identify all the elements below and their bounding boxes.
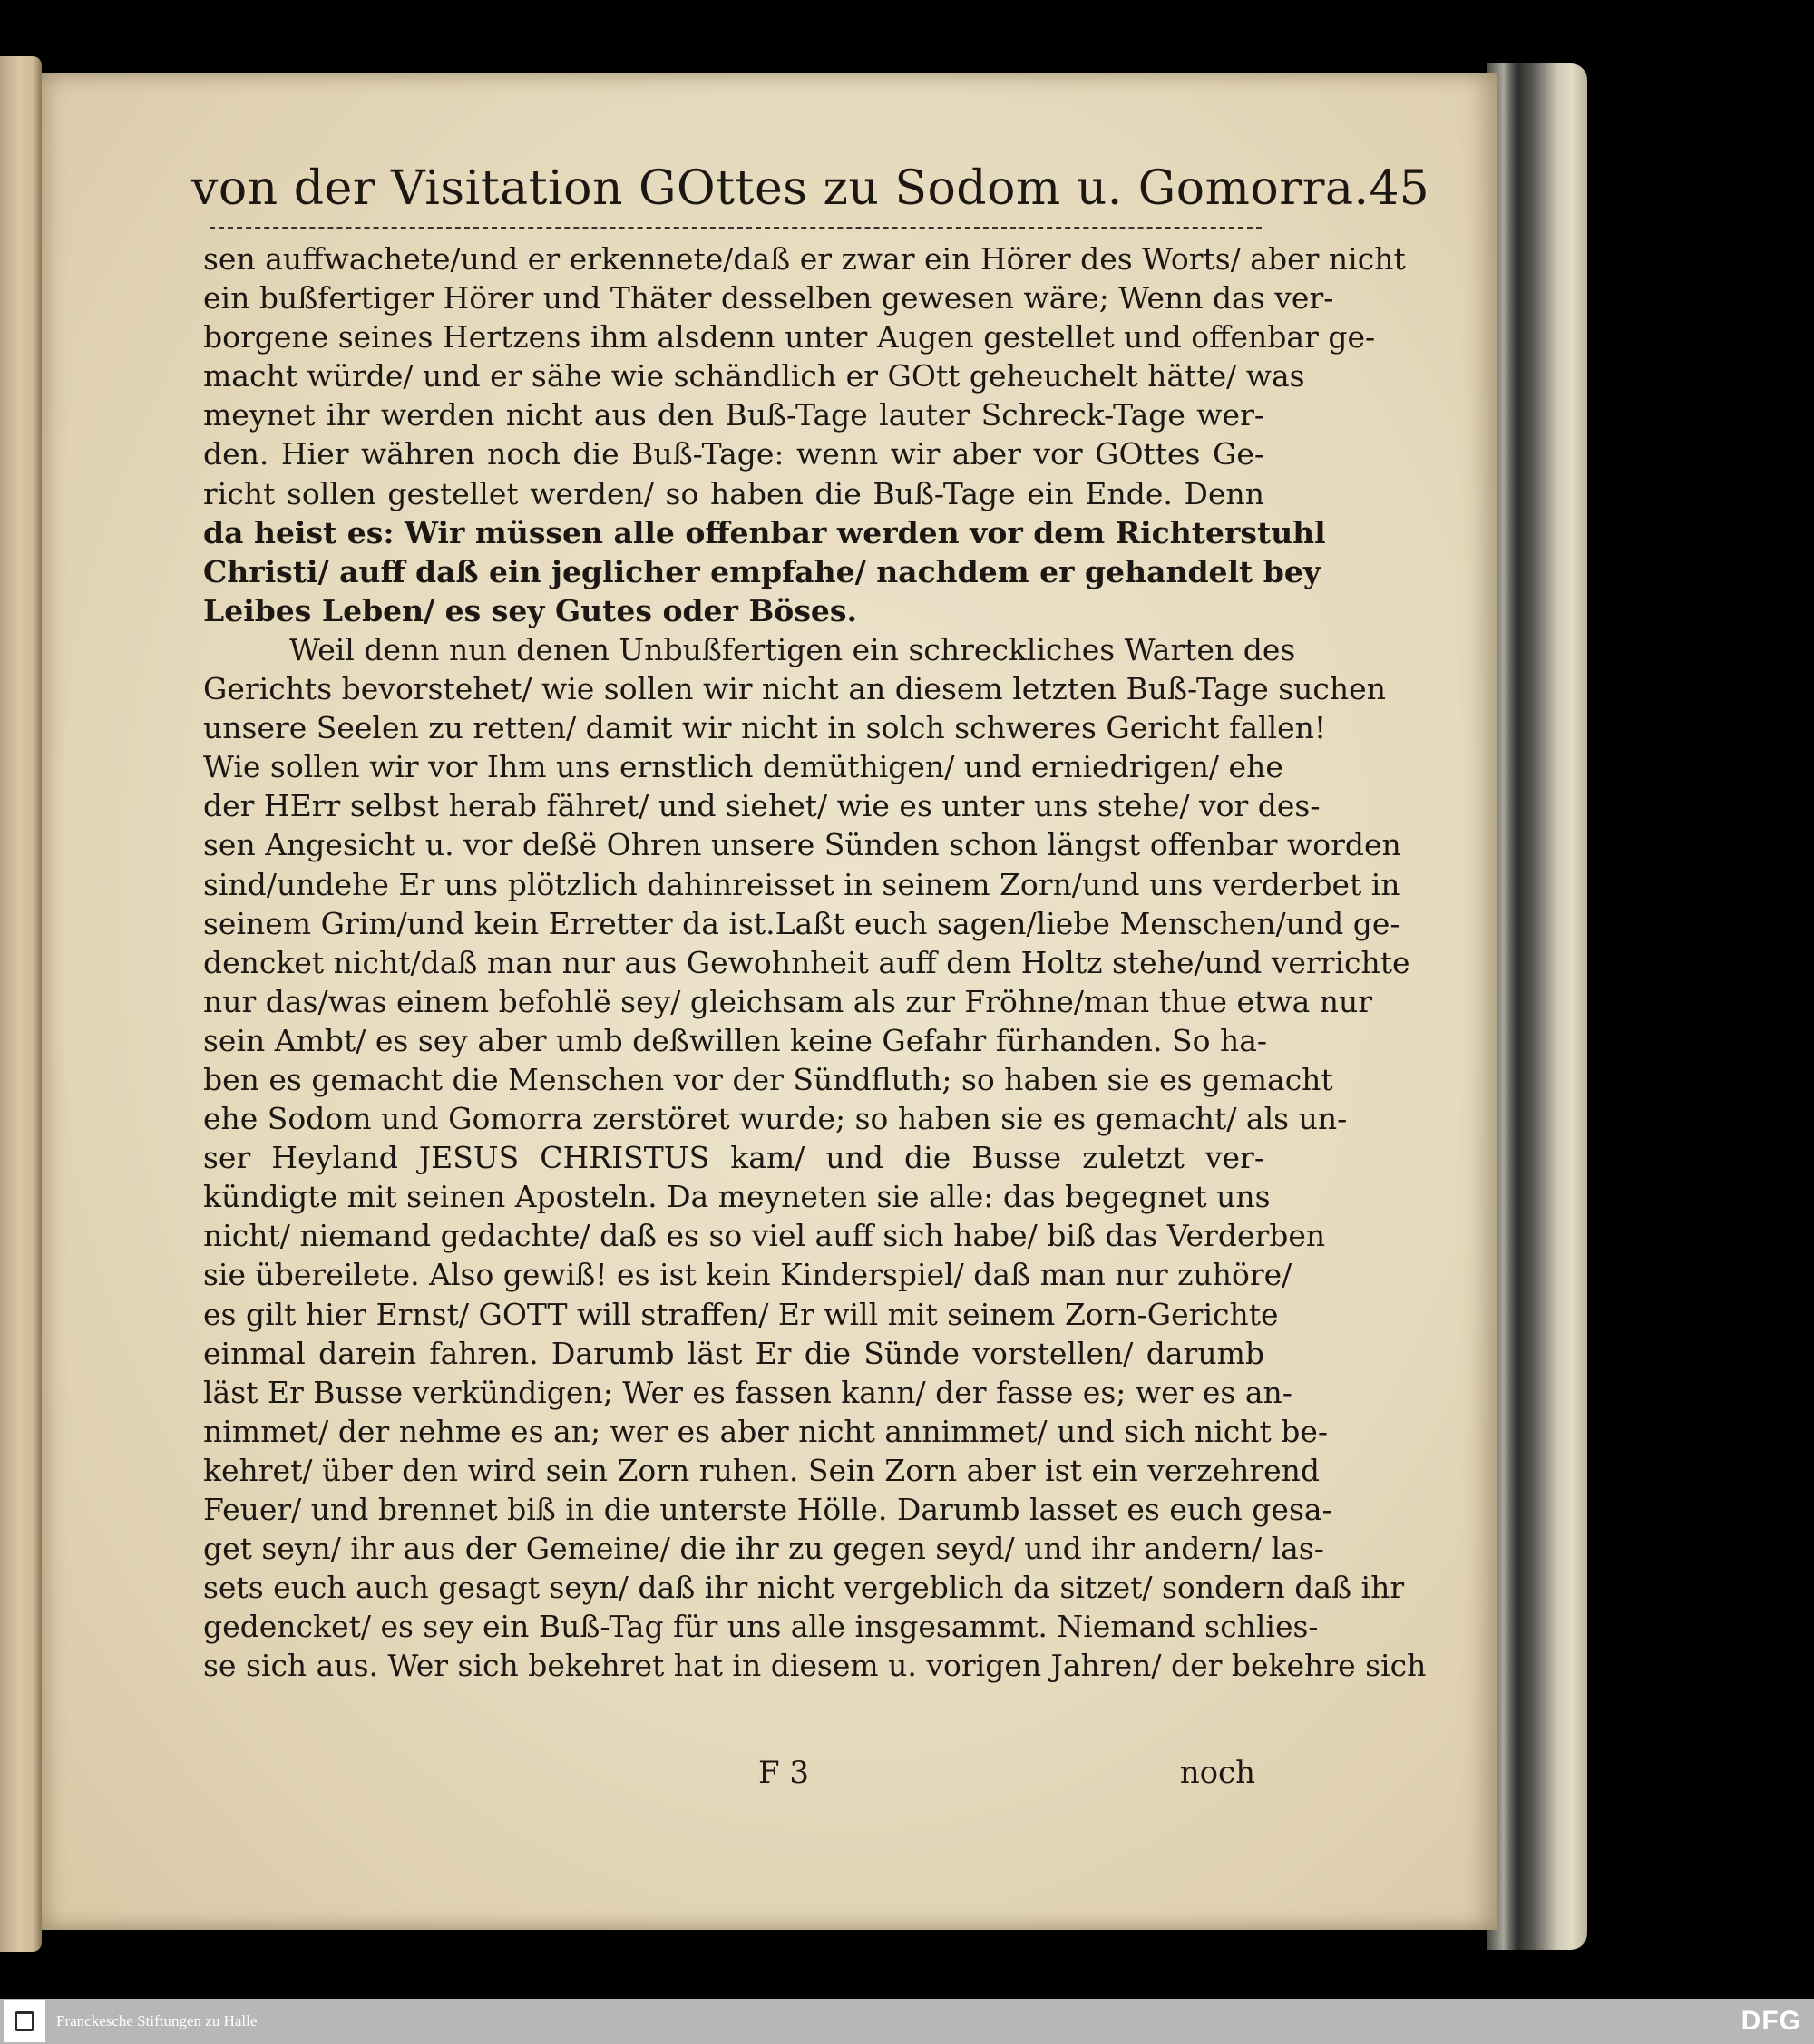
provider-logo-icon[interactable] (4, 2000, 45, 2042)
provider-name-link[interactable]: Franckesche Stiftungen zu Halle (56, 2012, 258, 2029)
text-line: nimmet/ der nehme es an; wer es aber nicht annimmet/ und sich nicht be- (203, 1413, 1329, 1449)
provider-logo-mark (15, 2011, 34, 2031)
text-line: es gilt hier Ernst/ GOTT will straffen/ Er will mit seinem Zorn-Gerichte (203, 1296, 1279, 1332)
text-line: se sich aus. Wer sich bekehret hat in diesem u. vorigen Jahren/ der bekehre sich (203, 1648, 1427, 1684)
text-line: richt sollen gestellet werden/ so haben die Buß-Tage ein Ende. Denn (203, 475, 1264, 511)
text-line: sen auffwachete/und er erkennete/daß er zwar ein Hörer des Worts/ aber nicht (203, 241, 1406, 277)
page-stack-edge (1487, 63, 1587, 1950)
book-page (42, 73, 1497, 1930)
running-head (191, 161, 1429, 225)
text-line: läst Er Busse verkündigen; Wer es fassen kann/ der fasse es; wer es an- (203, 1374, 1292, 1410)
text-line: nicht/ niemand gedachte/ daß es so viel auff sich habe/ biß das Verderben (203, 1218, 1326, 1254)
text-line: den. Hier währen noch die Buß-Tage: wenn wir aber vor GOttes Ge- (203, 436, 1264, 472)
page-footer (203, 1755, 1264, 1795)
text-line: unsere Seelen zu retten/ damit wir nicht in solch schweres Gericht fallen! (203, 710, 1327, 746)
text-line: meynet ihr werden nicht aus den Buß-Tage lauter Schreck-Tage wer- (203, 397, 1264, 433)
body-text (203, 239, 1427, 1685)
text-line: kehret/ über den wird sein Zorn ruhen. Sein Zorn aber ist ein verzehrend (203, 1452, 1321, 1488)
head-rule (210, 227, 1262, 229)
text-line: sein Ambt/ es sey aber umb deßwillen keine Gefahr fürhanden. So ha- (203, 1022, 1268, 1058)
text-line: Gerichts bevorstehet/ wie sollen wir nicht an diesem letzten Buß-Tage suchen (203, 671, 1386, 707)
page-number: 45 (1369, 161, 1429, 216)
text-line: get seyn/ ihr aus der Gemeine/ die ihr zu gegen seyd/ und ihr andern/ las- (203, 1531, 1324, 1567)
text-line: ein bußfertiger Hörer und Thäter desselben gewesen wäre; Wenn das ver- (203, 280, 1334, 316)
text-line: sind/undehe Er uns plötzlich dahinreisset in seinem Zorn/und uns verderbet in (203, 866, 1400, 902)
text-line: Wie sollen wir vor Ihm uns ernstlich demüthigen/ und erniedrigen/ ehe (203, 749, 1283, 785)
text-line: Feuer/ und brennet biß in die unterste Hölle. Darumb lasset es euch gesa- (203, 1492, 1332, 1527)
text-line: nur das/was einem befohlë sey/ gleichsam als zur Fröhne/man thue etwa nur (203, 983, 1373, 1019)
viewer-footer-bar (0, 1999, 1814, 2044)
dfg-logo-icon[interactable]: DFG (1741, 2006, 1801, 2036)
text-line: borgene seines Hertzens ihm alsdenn unter Augen gestellet und offenbar ge- (203, 319, 1376, 355)
text-line: der HErr selbst herab fähret/ und siehet/ wie es unter uns stehe/ vor des- (203, 788, 1321, 824)
text-line: sets euch auch gesagt seyn/ daß ihr nicht vergeblich da sitzet/ sondern daß ihr (203, 1570, 1405, 1606)
text-line: kündigte mit seinen Aposteln. Da meyneten sie alle: das begegnet uns (203, 1179, 1271, 1215)
text-line: Christi/ auff daß ein jeglicher empfahe/ nachdem er gehandelt bey (203, 553, 1321, 589)
text-line: ser Heyland JESUS CHRISTUS kam/ und die Busse zuletzt ver- (203, 1140, 1264, 1176)
text-line: Leibes Leben/ es sey Gutes oder Böses. (203, 592, 857, 628)
previous-page-edge (0, 56, 42, 1952)
text-line: sen Angesicht u. vor deßë Ohren unsere Sünden schon längst offenbar worden (203, 827, 1401, 863)
text-line: ben es gemacht die Menschen vor der Sündfluth; so haben sie es gemacht (203, 1061, 1333, 1097)
running-head-title: von der Visitation GOttes zu Sodom u. Gomorra. (191, 161, 1370, 216)
text-line: seinem Grim/und kein Erretter da ist.Laßt euch sagen/liebe Menschen/und ge- (203, 905, 1400, 941)
text-line: sie übereilete. Also gewiß! es ist kein Kinderspiel/ daß man nur zuhöre/ (203, 1257, 1292, 1293)
catchword: noch (1179, 1755, 1255, 1791)
text-line: ehe Sodom und Gomorra zerstöret wurde; so haben sie es gemacht/ als un- (203, 1101, 1348, 1137)
text-line: gedencket/ es sey ein Buß-Tag für uns alle insgesammt. Niemand schlies- (203, 1609, 1319, 1645)
text-line: macht würde/ und er sähe wie schändlich er GOtt geheuchelt hätte/ was (203, 358, 1305, 394)
text-line: da heist es: Wir müssen alle offenbar werden vor dem Richterstuhl (203, 514, 1326, 550)
text-line: Weil denn nun denen Unbußfertigen ein schreckliches Warten des (289, 631, 1296, 667)
signature-mark: F 3 (758, 1755, 810, 1791)
text-line: einmal darein fahren. Darumb läst Er die Sünde vorstellen/ darumb (203, 1335, 1264, 1371)
text-line: dencket nicht/daß man nur aus Gewohnheit auff dem Holtz stehe/und verrichte (203, 944, 1410, 980)
